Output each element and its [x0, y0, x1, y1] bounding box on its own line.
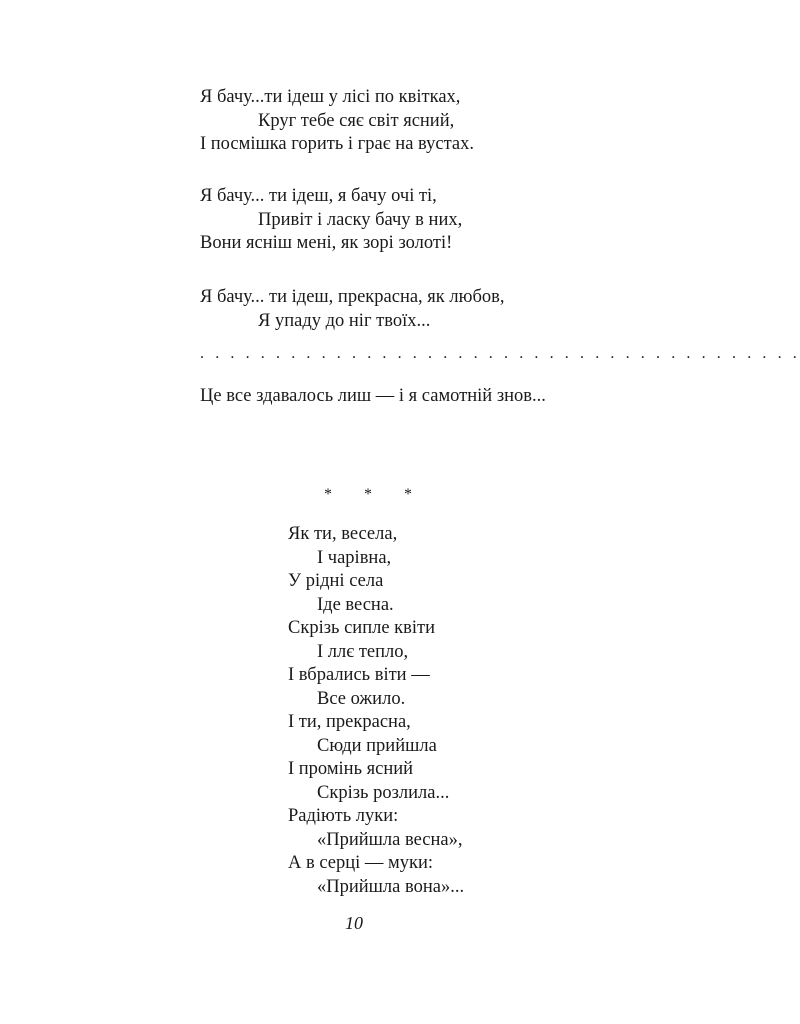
dotted-line: . . . . . . . . . . . . . . . . . . . . . . . . . . . . . . . . . . . . . . . .: [200, 345, 800, 362]
poem2-line-10: Сюди прийшла: [317, 736, 437, 756]
poem2-line-8: Все ожило.: [317, 689, 406, 709]
poem1-final-line: Це все здавалось лиш — і я самотній знов...: [200, 386, 546, 406]
page-number: 10: [345, 913, 363, 933]
poem2-line-16: «Прийшла вона»...: [317, 877, 465, 897]
poem2-line-1: Як ти, весела,: [288, 524, 398, 544]
poem2-line-2: І чарівна,: [317, 548, 392, 568]
poem2-line-14: «Прийшла весна»,: [317, 830, 463, 850]
poem1-stanza3-line2: Я упаду до ніг твоїх...: [258, 311, 431, 331]
poem2-line-7: І вбрались віти —: [288, 665, 430, 685]
poem2-line-5: Скрізь сипле квіти: [288, 618, 436, 638]
poem2-line-4: Іде весна.: [317, 595, 394, 615]
poem1-stanza3-line1: Я бачу... ти ідеш, прекрасна, як любов,: [200, 287, 505, 307]
poem1-stanza2-line1: Я бачу... ти ідеш, я бачу очі ті,: [200, 186, 437, 206]
poem2-line-15: А в серці — муки:: [288, 853, 434, 873]
poem2-line-3: У рідні села: [288, 571, 384, 591]
poem1-stanza2-line2: Привіт і ласку бачу в них,: [258, 210, 463, 230]
section-separator: * * *: [324, 486, 426, 503]
poem2-line-13: Радіють луки:: [288, 806, 399, 826]
poem2-line-12: Скрізь розлила...: [317, 783, 450, 803]
poem1-stanza1-line1: Я бачу...ти ідеш у лісі по квітках,: [200, 87, 461, 107]
poem2-line-9: І ти, прекрасна,: [288, 712, 411, 732]
poem1-stanza2-line3: Вони ясніш мені, як зорі золоті!: [200, 233, 453, 253]
poem2-line-6: І ллє тепло,: [317, 642, 409, 662]
poem2-line-11: І промінь ясний: [288, 759, 414, 779]
poem1-stanza1-line3: І посмішка горить і грає на вустах.: [200, 134, 474, 154]
poem1-stanza1-line2: Круг тебе сяє світ ясний,: [258, 111, 455, 131]
